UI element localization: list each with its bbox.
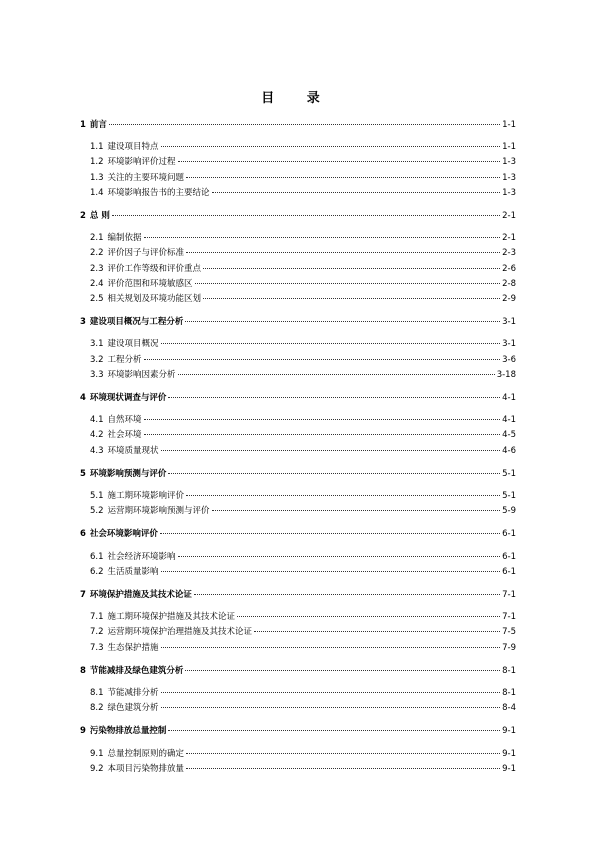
toc-chapter-entry[interactable] — [80, 316, 516, 328]
toc-entry-title: 社会环境 — [107, 430, 142, 441]
toc-entry-number: 1.2 — [90, 157, 104, 168]
toc-entry-page-number: 8-1 — [502, 665, 516, 676]
toc-entry-title: 评价因子与评价标准 — [107, 248, 185, 259]
toc-entry-page-number: 4-5 — [502, 430, 516, 441]
dot-leader — [195, 283, 501, 284]
toc-section-entry[interactable] — [80, 156, 516, 168]
dot-leader — [112, 215, 500, 216]
toc-entry-page-number: 6-1 — [502, 566, 516, 577]
toc-entry-number: 6.1 — [90, 551, 104, 562]
toc-entry-title: 生活质量影响 — [107, 566, 159, 577]
toc-section-entry[interactable] — [80, 232, 516, 244]
toc-entry-page-number: 2-8 — [502, 278, 516, 289]
toc-entry-number: 2.1 — [90, 233, 104, 244]
toc-chapter-entry[interactable] — [80, 392, 516, 404]
toc-section-entry[interactable] — [80, 414, 516, 426]
toc-entry-title: 工程分析 — [107, 354, 142, 365]
toc-entry-page-number: 8-1 — [502, 688, 516, 698]
toc-section-entry[interactable] — [80, 187, 516, 199]
toc-entry-title: 自然环境 — [107, 415, 142, 426]
toc-section-entry[interactable] — [80, 369, 516, 381]
toc-entry-page-number: 9-1 — [502, 763, 516, 774]
toc-entry-number: 1.1 — [90, 142, 104, 153]
toc-entry-number: 7.1 — [90, 612, 104, 623]
toc-entry-number: 8 — [80, 665, 86, 676]
toc-entry-number: 4.1 — [90, 415, 104, 426]
toc-entry-number: 6.2 — [90, 566, 104, 577]
toc-entry-page-number: 5-1 — [502, 468, 516, 479]
toc-entry-number: 4.3 — [90, 445, 104, 456]
dot-leader — [168, 473, 500, 474]
toc-entry-page-number: 9-1 — [502, 748, 516, 759]
toc-entry-number: 2 — [80, 211, 86, 221]
toc-section-entry[interactable] — [80, 505, 516, 517]
toc-entry-title: 施工期环境影响评价 — [107, 491, 185, 501]
toc-section-entry[interactable] — [80, 763, 516, 775]
toc-entry-number: 2.2 — [90, 248, 104, 259]
dot-leader — [168, 730, 500, 731]
toc-section-entry[interactable] — [80, 566, 516, 578]
dot-leader — [144, 359, 501, 360]
toc-section-entry[interactable] — [80, 551, 516, 563]
dot-leader — [212, 192, 501, 193]
toc-chapter-entry[interactable] — [80, 210, 516, 222]
toc-entry-number: 5.2 — [90, 506, 104, 517]
toc-entry-title: 总 则 — [89, 211, 110, 221]
toc-entry-title: 运营期环境保护治理措施及其技术论证 — [107, 627, 253, 638]
toc-entry-page-number: 1-3 — [502, 172, 516, 183]
toc-entry-page-number: 5-1 — [502, 491, 516, 501]
toc-chapter-entry[interactable] — [80, 119, 516, 131]
toc-section-entry[interactable] — [80, 141, 516, 153]
dot-leader — [144, 419, 501, 420]
toc-section-entry[interactable] — [80, 278, 516, 290]
toc-chapter-entry[interactable] — [80, 665, 516, 677]
toc-entry-title: 节能减排及绿色建筑分析 — [89, 665, 184, 676]
toc-entry-title: 社会环境影响评价 — [89, 529, 158, 540]
toc-entry-title: 环境影响报告书的主要结论 — [107, 187, 210, 198]
toc-entry-title: 施工期环境保护措施及其技术论证 — [107, 612, 236, 623]
toc-entry-title: 本项目污染物排放量 — [107, 763, 185, 774]
toc-entry-page-number: 5-9 — [502, 506, 516, 517]
dot-leader — [178, 161, 501, 162]
toc-entry-number: 1 — [80, 120, 86, 130]
toc-entry-page-number: 3-1 — [502, 317, 516, 328]
toc-entry-number: 3.1 — [90, 339, 104, 350]
toc-section-entry[interactable] — [80, 263, 516, 275]
toc-chapter-entry[interactable] — [80, 589, 516, 601]
toc-entry-number: 1.3 — [90, 172, 104, 183]
toc-entry-title: 前言 — [89, 120, 107, 130]
toc-entry-number: 8.2 — [90, 703, 104, 714]
toc-entry-page-number: 2-1 — [502, 211, 516, 221]
dot-leader — [186, 495, 500, 496]
dot-leader — [144, 434, 501, 435]
toc-entry-title: 编制依据 — [107, 233, 142, 244]
toc-entry-page-number: 9-1 — [502, 726, 516, 737]
toc-entry-title: 环境影响因素分析 — [107, 369, 176, 380]
dot-leader — [161, 707, 501, 708]
toc-entry-number: 2.4 — [90, 278, 104, 289]
toc-entry-number: 3 — [80, 317, 86, 328]
toc-entry-title: 环境质量现状 — [107, 445, 159, 456]
toc-entry-page-number: 2-1 — [502, 233, 516, 244]
toc-section-entry[interactable] — [80, 626, 516, 638]
page-title: 目 录 — [261, 91, 334, 106]
toc-entry-number: 9 — [80, 726, 86, 737]
toc-entry-title: 节能减排分析 — [107, 688, 159, 698]
toc-section-entry[interactable] — [80, 642, 516, 654]
toc-entry-page-number: 4-1 — [502, 393, 516, 403]
toc-entry-title: 生态保护措施 — [107, 642, 159, 653]
dot-leader — [237, 616, 500, 617]
dot-leader — [178, 556, 501, 557]
toc-entry-title: 社会经济环境影响 — [107, 551, 176, 562]
toc-entry-title: 环境影响预测与评价 — [89, 468, 167, 479]
toc-entry-title: 环境现状调查与评价 — [89, 393, 167, 403]
toc-chapter-entry[interactable] — [80, 528, 516, 540]
dot-leader — [203, 298, 500, 299]
toc-section-entry[interactable] — [80, 611, 516, 623]
toc-entry-title: 评价范围和环境敏感区 — [107, 278, 193, 289]
toc-entry-page-number: 3-18 — [496, 369, 516, 380]
dot-leader — [161, 146, 501, 147]
toc-entry-page-number: 7-5 — [502, 627, 516, 638]
toc-entry-title: 环境影响评价过程 — [107, 157, 176, 168]
toc-entry-page-number: 2-3 — [502, 248, 516, 259]
dot-leader — [160, 533, 500, 534]
toc-entry-page-number: 4-1 — [502, 415, 516, 426]
toc-entry-page-number: 6-1 — [502, 551, 516, 562]
dot-leader — [144, 237, 501, 238]
toc-section-entry[interactable] — [80, 247, 516, 259]
toc-entry-page-number: 1-1 — [502, 142, 516, 153]
toc-entry-title: 建设项目概况 — [107, 339, 159, 350]
toc-section-entry[interactable] — [80, 429, 516, 441]
toc-entry-page-number: 1-1 — [502, 120, 516, 130]
dot-leader — [203, 268, 500, 269]
dot-leader — [109, 124, 500, 125]
toc-entry-number: 2.3 — [90, 263, 104, 274]
toc-entry-page-number: 8-4 — [502, 703, 516, 714]
dot-leader — [185, 321, 500, 322]
dot-leader — [161, 450, 501, 451]
toc-entry-title: 关注的主要环境问题 — [107, 172, 185, 183]
toc-section-entry[interactable] — [80, 293, 516, 305]
dot-leader — [212, 510, 501, 511]
toc-entry-number: 6 — [80, 529, 86, 540]
toc-entry-number: 7.3 — [90, 642, 104, 653]
toc-entry-number: 9.1 — [90, 748, 104, 759]
dot-leader — [161, 647, 501, 648]
dot-leader — [161, 343, 501, 344]
dot-leader — [161, 571, 501, 572]
toc-entry-page-number: 1-3 — [502, 187, 516, 198]
toc-entry-page-number: 2-6 — [502, 263, 516, 274]
toc-entry-number: 7 — [80, 590, 86, 600]
toc-entry-page-number: 3-6 — [502, 354, 516, 365]
dot-leader — [254, 631, 500, 632]
dot-leader — [186, 252, 500, 253]
toc-entry-title: 建设项目特点 — [107, 142, 159, 153]
dot-leader — [185, 670, 500, 671]
toc-entry-page-number: 7-1 — [502, 612, 516, 623]
toc-entry-number: 9.2 — [90, 763, 104, 774]
toc-chapter-entry[interactable] — [80, 468, 516, 480]
toc-chapter-entry[interactable] — [80, 725, 516, 737]
toc-entry-page-number: 7-1 — [502, 590, 516, 600]
toc-entry-page-number: 2-9 — [502, 294, 516, 304]
toc-entry-number: 1.4 — [90, 187, 104, 198]
dot-leader — [178, 374, 495, 375]
toc-section-entry[interactable] — [80, 687, 516, 699]
toc-entry-number: 3.3 — [90, 369, 104, 380]
dot-leader — [194, 594, 500, 595]
toc-section-entry[interactable] — [80, 490, 516, 502]
toc-entry-title: 运营期环境影响预测与评价 — [107, 506, 210, 517]
toc-entry-number: 5 — [80, 468, 86, 479]
toc-section-entry[interactable] — [80, 445, 516, 457]
toc-entry-title: 相关规划及环境功能区划 — [107, 294, 202, 304]
toc-section-entry[interactable] — [80, 748, 516, 760]
toc-entry-title: 绿色建筑分析 — [107, 703, 159, 714]
toc-section-entry[interactable] — [80, 354, 516, 366]
toc-section-entry[interactable] — [80, 172, 516, 184]
dot-leader — [186, 768, 500, 769]
toc-entry-page-number: 4-6 — [502, 445, 516, 456]
toc-entry-page-number: 3-1 — [502, 339, 516, 350]
toc-entry-number: 7.2 — [90, 627, 104, 638]
toc-entry-title: 建设项目概况与工程分析 — [89, 317, 184, 328]
toc-entry-number: 8.1 — [90, 688, 104, 698]
toc-entry-page-number: 1-3 — [502, 157, 516, 168]
toc-entry-number: 4.2 — [90, 430, 104, 441]
toc-entry-number: 5.1 — [90, 491, 104, 501]
toc-entry-page-number: 7-9 — [502, 642, 516, 653]
toc-entry-title: 总量控制原则的确定 — [107, 748, 185, 759]
toc-entry-number: 3.2 — [90, 354, 104, 365]
dot-leader — [186, 177, 500, 178]
dot-leader — [161, 692, 501, 693]
dot-leader — [168, 397, 500, 398]
toc-entry-title: 环境保护措施及其技术论证 — [89, 590, 192, 600]
dot-leader — [186, 753, 500, 754]
toc-section-entry[interactable] — [80, 338, 516, 350]
toc-entry-title: 评价工作等级和评价重点 — [107, 263, 202, 274]
toc-entry-number: 4 — [80, 393, 86, 403]
toc-entry-title: 污染物排放总量控制 — [89, 726, 167, 737]
toc-entry-page-number: 6-1 — [502, 529, 516, 540]
toc-entry-number: 2.5 — [90, 294, 104, 304]
toc-section-entry[interactable] — [80, 702, 516, 714]
